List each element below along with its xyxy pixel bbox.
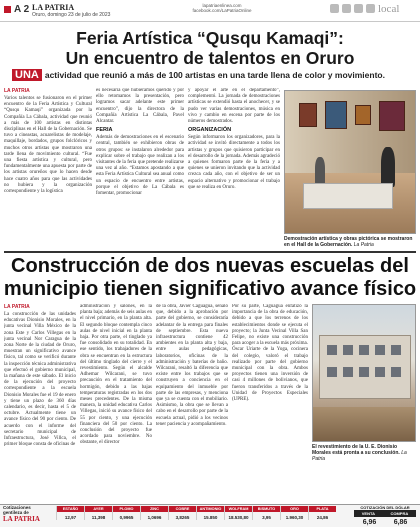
story2-byline: LA PATRIA [4, 304, 30, 310]
issue-date: Oruro, domingo 23 de julio de 2023 [32, 12, 111, 18]
ticker-item-name: PLATA [309, 506, 336, 512]
ticker-items [56, 506, 336, 520]
ticker-item [56, 506, 84, 520]
ticker-item-name: PLOMO [113, 506, 140, 512]
ticker-item-name: ZINC [141, 506, 168, 512]
ticker-item-name: BISMUTO [253, 506, 280, 512]
story1-caption: Demostración artística y obras pictórica se mostraron en el Hall de la Gobernación. La Patria [284, 236, 413, 248]
facebook-icon [330, 4, 339, 13]
ticker-item-name: WOLFRAM [225, 506, 252, 512]
ticker-logo: LA PATRIA [3, 515, 40, 523]
ticker-item-value: 3,95 [262, 515, 271, 520]
story1-kicker: UNA [12, 69, 42, 81]
ticker-item-value: 1,0696 [147, 515, 162, 520]
story1-column-2: es necesaria que hubiéramos querido y por ello retomamos la presentación, pero logramos sacar adelante este primer encuentro”, dijo la directora de la Compañía Artística La Cábala, Pavel Alcantar. FERIA Además de demostraciones en el escenario central, también se exhibieron obras de otros grupos: se instalaron alrededor para explicar sobre el trabajo que realizan a los visitantes de la feria que pretende realizarse una vez al año. “Estamos apostando a que esta Feria Artística Cultural sea anual como un espacio de encuentro entre artistas, porque el objetivo de La Cábala es fomentar, promocionar [96, 88, 184, 197]
story2-headline-line2: municipio tienen significativo avance físico [3, 278, 417, 300]
ticker-item [252, 506, 280, 520]
newspaper-logo: LA PATRIA [32, 3, 75, 12]
ticker-item [112, 506, 140, 520]
section-label: local [378, 3, 400, 15]
story2-caption: El revestimiento de la U. E. Dionisio Morales está pronta a su conclusión. La Patria [312, 444, 407, 462]
story1-headline-line2: Un encuentro de talentos en Oruro [65, 48, 355, 68]
ticker-item-value: 18.530,80 [228, 515, 249, 520]
ticker-item-value: 24,86 [316, 515, 329, 520]
ticker-item [196, 506, 224, 520]
ticker-item [84, 506, 112, 520]
ticker-item [168, 506, 196, 520]
story1-photo [284, 90, 416, 234]
dollar-buy-value: 6,86 [393, 519, 408, 526]
story2-column-1: LA PATRIA La construcción de las unidades educativas Dionisio Morales, en la junta vecinal Villa México de la zona Este y Carlos Villegas en la junta vecinal Nor Caragua de la zona Norte de la ciudad de Oruro, muestran un significativo avance físico, tal como se verificó durante la inspección técnica administrativa que efectuó el gobierno municipal, la mañana de este sábado. El inicio de la ejecución del proyecto correspondiente a la escuela Dionisio Morales fue el 19 de enero y tiene un plazo de 360 días calendario, es decir, hasta el 5 de octubre. Actualmente tiene un avance físico del 90 por ciento. De acuerdo con el informe del secretario municipal de Infraestructura, José Villca, el primer bloque consta de oficinas de [4, 304, 76, 448]
ticker-item-value: 0,9965 [119, 515, 134, 520]
web-icon [366, 4, 375, 13]
dollar-sell-value: 6,96 [362, 519, 377, 526]
story1-column-3: y apoyar el arte en el departamento”, complementó. La jornada de demostraciones artísticas se extendió hasta el anochecer, y se pudo ver varias demostraciones, música en vivo y cambio en escena por parte de los números demostrados. ORGANIZACIÓN Según informaron los organizadores, para la actividad se invitó directamente a todos los artistas y grupos que quisieron participar en el desarrollo de la jornada. Además agradeció a quienes formaron parte de la feria y a quienes se unieron invitando que la actividad crezca cada año, con el objetivo de ser un espacio alternativo y promocionar el trabajo que se realiza en Oruro. [188, 88, 280, 190]
ticker-item-name: AYER [85, 506, 112, 512]
story1-headline-line1: Feria Artística “Qusqu Kamaqi”: [76, 28, 344, 48]
ticker-item-name: ANTIMONIO [197, 506, 224, 512]
story-divider [4, 251, 416, 253]
story2-headline-line1: Construcción de dos nuevas escuelas del [11, 255, 409, 277]
ticker-item-name: ESTAÑO [57, 506, 84, 512]
ticker-item-value: 12,97 [64, 515, 77, 520]
ticker-item [140, 506, 168, 520]
ticker-item-value: 15.850 [203, 515, 218, 520]
ticker-item-value: 11,398 [91, 515, 106, 520]
story2-column-4: Por su parte, Caguagua enfatizó la importancia de la obra de educación, debido a que los terrenos de los establecimientos donde se ejecuta el proyecto; la Junta Vecinal Villa San Felipe, no existe una construcción para acoger a la escuela más próxima. Óscar Uriarte de la Yoga, cocinera del colegio, valoró el trabajo realizado por parte del gobierno municipal con la obra. Ambos proyectos tienen una inversión de casi 4 millones de bolivianos, que fueron transferidos a través de la Unidad de Proyectos Especiales (UPRE). [232, 304, 308, 403]
story1-subhead: UNA actividad que reunió a más de 100 artistas en una tarde llena de color y movimiento. [12, 69, 412, 81]
story2-column-3: de la obra, Javier Caguagua, señaló que, debido a la aprobación por parte del gobierno, se consideraría adelantar de la entrega para finales de septiembre. Esta nueva infraestructura contiene 42 ambientes en la planta alta y baja, entre aulas pedagógicas, laboratorios, oficinas de la administración y baterías de baño. Wilcarani, resaltó la diferencia que existe entre los trabajos que se construyen a conciencia en el equipamiento del inmueble por parte de las empresas, y menciona que ya se cuenta con el mobiliario. Asimismo, la obra que se llevan a cabo en el desarrollo por parte de la escuela actual, pidió a los vecinos tener paciencia y acompañamiento. [156, 304, 228, 427]
ticker-item [308, 506, 336, 520]
web-info: lapatriaenlinea.com facebook.com/LaPatriaOnline [192, 3, 252, 13]
ticker-item [224, 506, 252, 520]
social-icons [330, 4, 375, 13]
story1-byline: LA PATRIA [4, 88, 30, 94]
story1-column-1: LA PATRIA Varios talentos se fusionaron en el primer encuentro de la Feria Artística y Cultural “Qusqu Kamaqi” organizada por la Compañía La Cábala, actividad que reunió a más de 100 artistas en distintas disciplinas en el Hall de la Gobernación. Se tuvo a cineastas, acuarelistas de modelaje, maquillaje, bordados, grupos folclóricos y muchos otros artistas que mostraron una tarde llena de movimiento cultural. “Fue una fiesta artística y cultural, pero fundamentalmente una apuesta por parte de los artistas orureños que lo hacen desde hace cuatro años para que las actividades no hubiera y la organización correspondiente y la logística [4, 88, 92, 195]
ticker-item-value: 3,8265 [175, 515, 190, 520]
dollar-rate: COTIZACIÓN DEL DÓLAR VENTA COMPRA 6,96 6,86 [354, 505, 416, 526]
story2-photo [312, 304, 416, 442]
ticker-item-value: 1.960,30 [285, 515, 304, 520]
ticker-item-name: ORO [281, 506, 308, 512]
ticker-title: Cotizaciones gentileza de [3, 505, 31, 515]
twitter-icon [342, 4, 351, 13]
page-marker-icon [4, 6, 11, 13]
page-number: A 2 [4, 4, 29, 15]
ticker-item [280, 506, 308, 520]
story2-column-2: administración y salones, en la planta baja; además de seis aulas en el nivel primario, en la planta alta. El segundo bloque contempla cinco aulas de nivel inicial en la planta baja. Por otra parte, el tinglado ya fue consolidado en su totalidad. En ese sentido, los trabajadores de la obra se encuentran en la estructura del último tinglado del cierre y el revestimiento. Según el alcalde Adhemar Wilcarani, se tuvo precaución en el tratamiento del hormigón, debido a las bajas temperaturas registradas en los dos meses precedentes. De la misma manera, la unidad educativa Carlos Villegas, inició su avance físico del 55 por ciento, y una ejecución financiera del 50 por ciento. La conclusión del proyecto fue acordado para noviembre. No obstante, el director [80, 304, 152, 446]
ticker-item-name: COBRE [169, 506, 196, 512]
instagram-icon [354, 4, 363, 13]
